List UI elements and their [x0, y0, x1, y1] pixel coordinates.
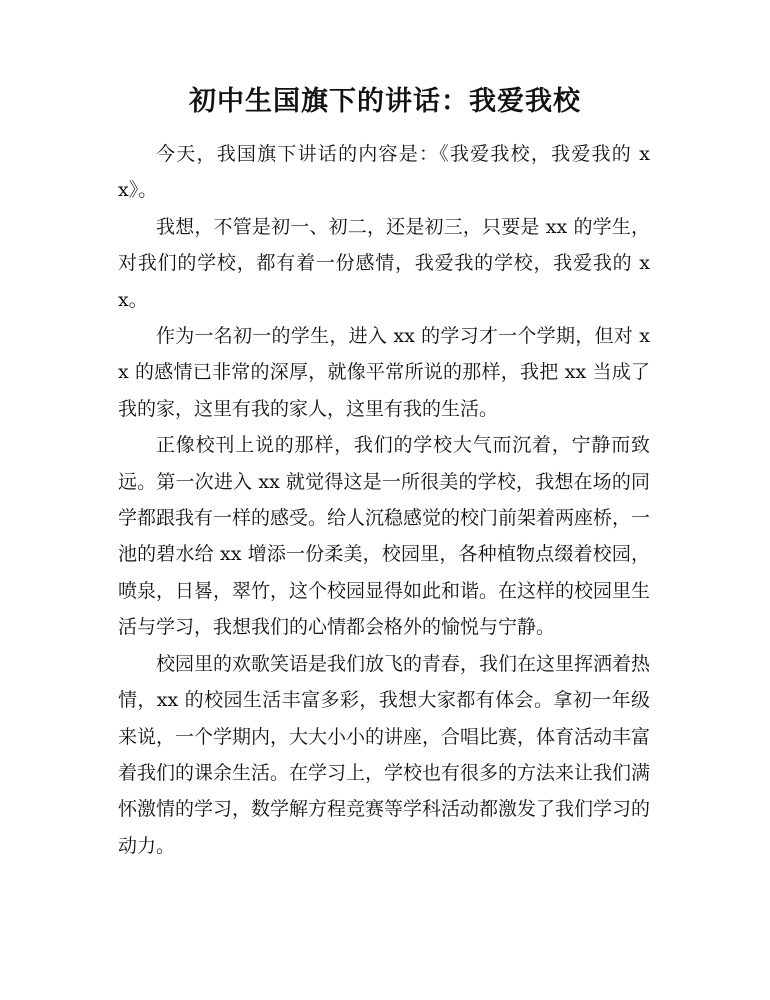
document-title: 初中生国旗下的讲话：我爱我校 [189, 86, 581, 117]
paragraph-4: 正像校刊上说的那样，我们的学校大气而沉着，宁静而致远。第一次进入 xx 就觉得这是一所很美的学校，我想在场的同学都跟我有一样的感受。给人沉稳感觉的校门前架着两座桥，一池的碧水给 xx 增添一份柔美，校园里，各种植物点缀着校园，喷泉，日晷，翠竹，这个校园显得如此和谐。在这样的校园里生活与学习，我想我们的心情都会格外的愉悦与宁静。 [118, 434, 651, 639]
document-body [118, 136, 650, 864]
paragraph-3: 作为一名初一的学生，进入 xx 的学习才一个学期，但对 xx 的感情已非常的深厚，就像平常所说的那样，我把 xx 当成了我的家，这里有我的家人，这里有我的生活。 [118, 325, 650, 420]
paragraph-2: 我想，不管是初一、初二，还是初三，只要是 xx 的学生，对我们的学校，都有着一份感情，我爱我的学校，我爱我的 xx。 [118, 215, 650, 311]
paragraph-1: 今天，我国旗下讲话的内容是：《我爱我校，我爱我的 xx》。 [118, 143, 650, 202]
paragraph-5: 校园里的欢歌笑语是我们放飞的青春，我们在这里挥洒着热情，xx 的校园生活丰富多彩，我想大家都有体会。拿初一年级来说，一个学期内，大大小小的讲座，合唱比赛，体育活动丰富着我们的课余生活。在学习上，学校也有很多的方法来让我们满怀激情的学习，数学解方程竞赛等学科活动都激发了我们学习的动力。 [118, 652, 651, 857]
